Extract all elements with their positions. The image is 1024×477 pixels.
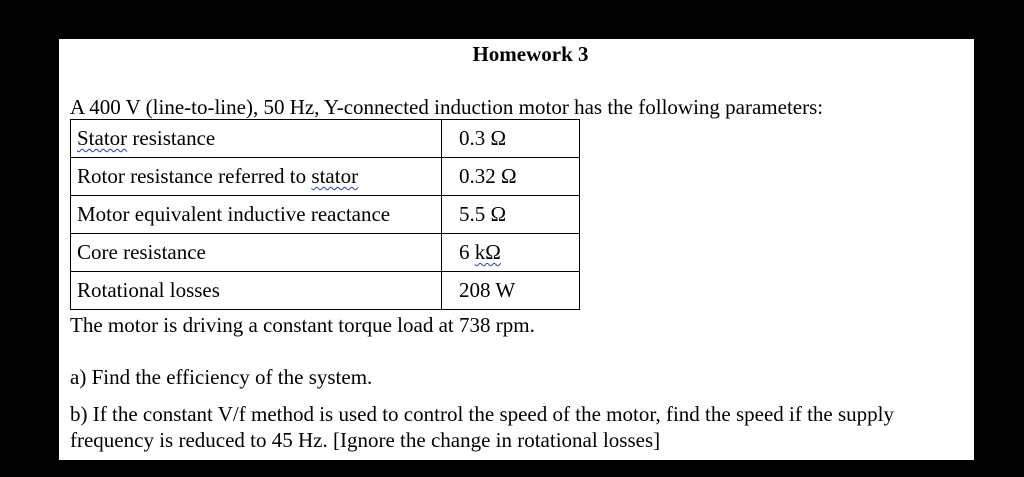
param-value: 0.32 Ω: [442, 158, 580, 196]
page-title: Homework 3: [472, 42, 589, 66]
param-name: Core resistance: [71, 234, 442, 272]
parameters-table: [70, 119, 580, 310]
param-value: 0.3 Ω: [442, 120, 580, 158]
param-value: 6 kΩ: [442, 234, 580, 272]
param-name-first-word: Stator: [77, 126, 128, 150]
table-row: [71, 120, 580, 158]
table-row: [71, 196, 580, 234]
table-row: [71, 234, 580, 272]
param-name: Stator resistance: [71, 120, 442, 158]
param-value: 5.5 Ω: [442, 196, 580, 234]
param-value: 208 W: [442, 272, 580, 310]
load-statement: The motor is driving a constant torque load at 738 rpm.: [70, 313, 535, 337]
document-page: [59, 39, 974, 460]
param-value-unit: kΩ: [474, 240, 501, 264]
question-b: b) If the constant V/f method is used to control the speed of the motor, find the speed if the supply frequency is reduced to 45 Hz. [Ignore the change in rotational losses]: [70, 402, 895, 452]
table-row: [71, 158, 580, 196]
param-name-last-word: stator: [311, 164, 359, 188]
problem-intro: A 400 V (line-to-line), 50 Hz, Y-connected induction motor has the following parameters:: [70, 95, 824, 119]
param-name: Motor equivalent inductive reactance: [71, 196, 442, 234]
param-name: Rotor resistance referred to stator: [71, 158, 442, 196]
table-row: [71, 272, 580, 310]
question-a: a) Find the efficiency of the system.: [70, 365, 373, 389]
param-name: Rotational losses: [71, 272, 442, 310]
